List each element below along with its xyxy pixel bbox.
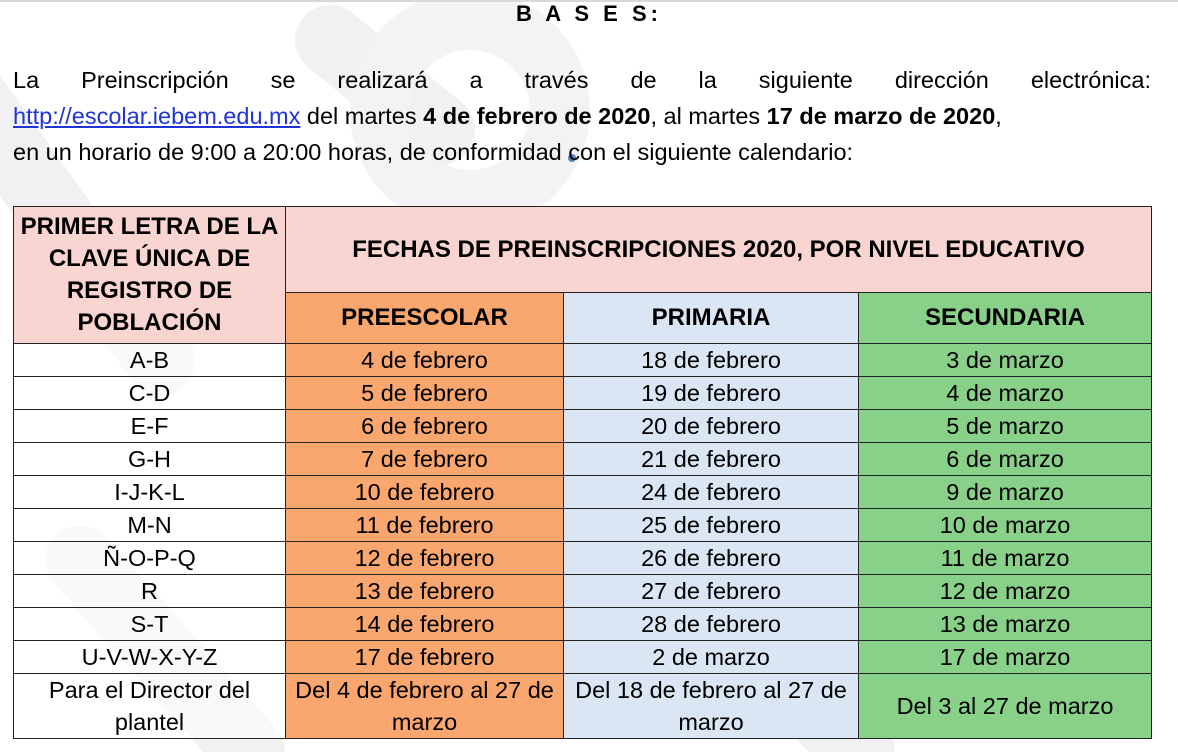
table-row — [14, 443, 1152, 476]
table-row — [14, 641, 1152, 674]
letters-cell: G-H — [14, 443, 286, 476]
table-row — [14, 410, 1152, 443]
letters-cell: S-T — [14, 608, 286, 641]
table-row — [14, 476, 1152, 509]
intro-paragraph — [13, 62, 1151, 170]
secundaria-date-cell: 4 de marzo — [859, 377, 1152, 410]
end-date: 17 de marzo de 2020 — [766, 103, 996, 129]
preescolar-date-cell: 7 de febrero — [286, 443, 564, 476]
secundaria-date-cell: 11 de marzo — [859, 542, 1152, 575]
primaria-date-cell: 24 de febrero — [564, 476, 859, 509]
secundaria-date-cell: 13 de marzo — [859, 608, 1152, 641]
primaria-director-range-cell: Del 18 de febrero al 27 de marzo — [564, 674, 859, 739]
secundaria-date-cell: 10 de marzo — [859, 509, 1152, 542]
letters-cell: Ñ-O-P-Q — [14, 542, 286, 575]
preescolar-date-cell: 4 de febrero — [286, 344, 564, 377]
preregistration-calendar-table — [13, 206, 1152, 739]
primaria-date-cell: 2 de marzo — [564, 641, 859, 674]
table-row — [14, 542, 1152, 575]
primaria-date-cell: 28 de febrero — [564, 608, 859, 641]
table-row — [14, 377, 1152, 410]
primaria-date-cell: 21 de febrero — [564, 443, 859, 476]
preescolar-date-cell: 5 de febrero — [286, 377, 564, 410]
preescolar-date-cell: 11 de febrero — [286, 509, 564, 542]
section-heading: B A S E S: — [516, 1, 662, 26]
table-row — [14, 509, 1152, 542]
preescolar-date-cell: 17 de febrero — [286, 641, 564, 674]
curp-letter-header: PRIMER LETRA DE LA CLAVE ÚNICA DE REGISTRO DE POBLACIÓN — [14, 207, 286, 344]
primaria-date-cell: 26 de febrero — [564, 542, 859, 575]
table-row — [14, 344, 1152, 377]
preescolar-director-range-cell: Del 4 de febrero al 27 de marzo — [286, 674, 564, 739]
secundaria-director-range-cell: Del 3 al 27 de marzo — [859, 674, 1152, 739]
registration-link[interactable]: http://escolar.iebem.edu.mx — [13, 103, 301, 129]
secundaria-date-cell: 6 de marzo — [859, 443, 1152, 476]
preescolar-date-cell: 14 de febrero — [286, 608, 564, 641]
preescolar-date-cell: 12 de febrero — [286, 542, 564, 575]
table-row — [14, 608, 1152, 641]
secundaria-date-cell: 5 de marzo — [859, 410, 1152, 443]
primaria-date-cell: 27 de febrero — [564, 575, 859, 608]
dates-main-header: FECHAS DE PREINSCRIPCIONES 2020, POR NIVEL EDUCATIVO — [286, 207, 1152, 293]
secundaria-date-cell: 9 de marzo — [859, 476, 1152, 509]
letters-cell: M-N — [14, 509, 286, 542]
primaria-date-cell: 20 de febrero — [564, 410, 859, 443]
secundaria-date-cell: 3 de marzo — [859, 344, 1152, 377]
letters-cell: E-F — [14, 410, 286, 443]
start-date: 4 de febrero de 2020 — [423, 103, 651, 129]
secundaria-date-cell: 12 de marzo — [859, 575, 1152, 608]
director-label-cell: Para el Director del plantel — [14, 674, 286, 739]
letters-cell: I-J-K-L — [14, 476, 286, 509]
paragraph-line-1: La Preinscripción se realizará a través de la siguiente dirección electrónica: — [13, 67, 1151, 93]
header-preescolar: PREESCOLAR — [286, 293, 564, 344]
letters-cell: U-V-W-X-Y-Z — [14, 641, 286, 674]
preescolar-date-cell: 10 de febrero — [286, 476, 564, 509]
letters-cell: C-D — [14, 377, 286, 410]
letters-cell: R — [14, 575, 286, 608]
primaria-date-cell: 25 de febrero — [564, 509, 859, 542]
secundaria-date-cell: 17 de marzo — [859, 641, 1152, 674]
header-primaria: PRIMARIA — [564, 293, 859, 344]
paragraph-line-3: en un horario de 9:00 a 20:00 horas, de conformidad con el siguiente calendario: — [13, 139, 854, 165]
table-row — [14, 575, 1152, 608]
letters-cell: A-B — [14, 344, 286, 377]
preescolar-date-cell: 13 de febrero — [286, 575, 564, 608]
header-secundaria: SECUNDARIA — [859, 293, 1152, 344]
table-row-director — [14, 674, 1152, 739]
primaria-date-cell: 19 de febrero — [564, 377, 859, 410]
preescolar-date-cell: 6 de febrero — [286, 410, 564, 443]
primaria-date-cell: 18 de febrero — [564, 344, 859, 377]
paragraph-line-2: http://escolar.iebem.edu.mx del martes 4 de febrero de 2020, al martes 17 de marzo de 2020, — [13, 103, 1002, 129]
